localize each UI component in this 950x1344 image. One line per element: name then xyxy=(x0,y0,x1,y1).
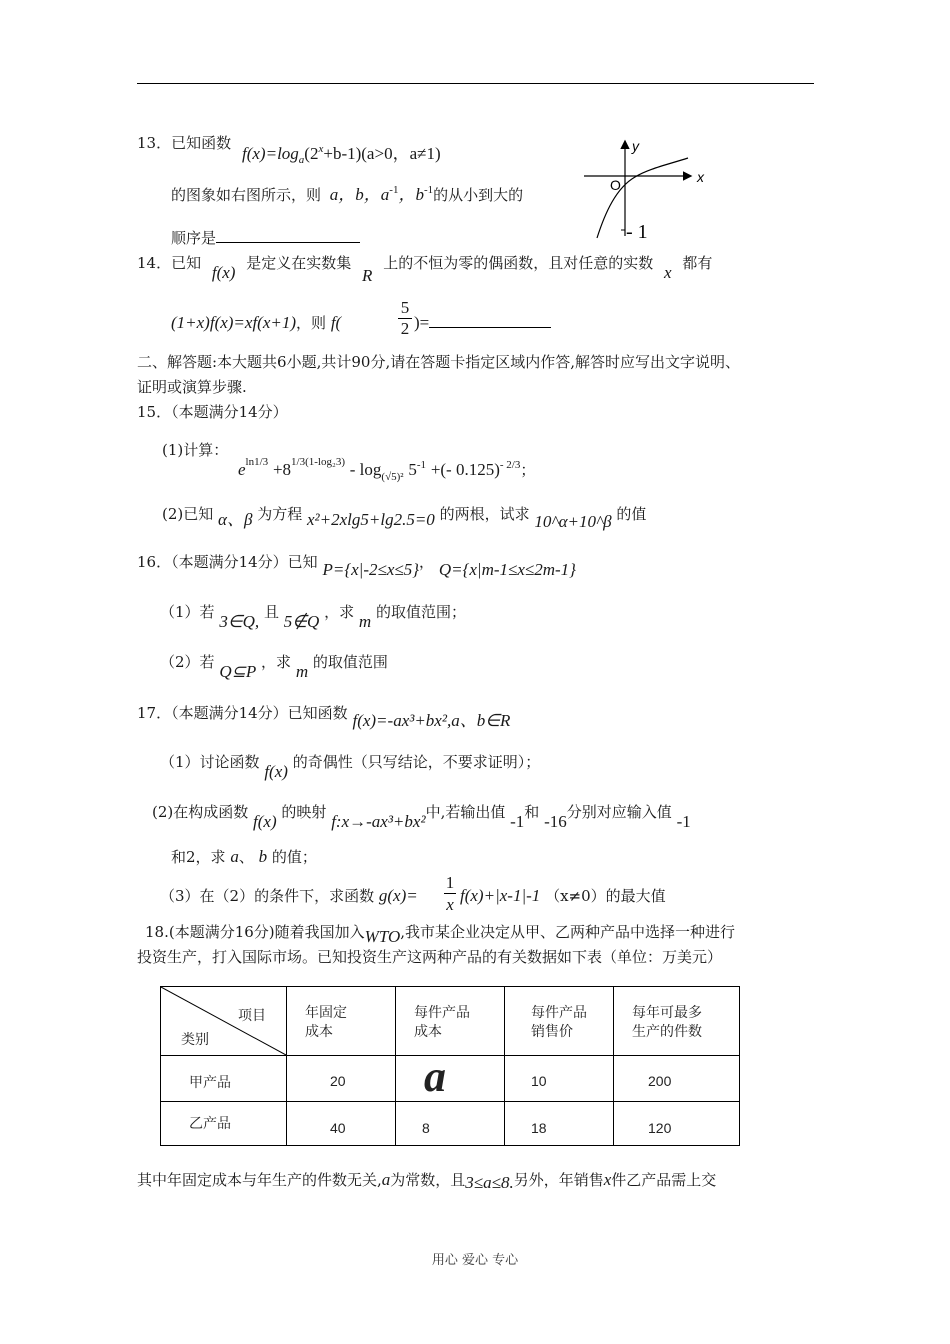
q14-end: )= xyxy=(414,313,551,333)
table-cell: 8 xyxy=(396,1102,505,1146)
header-cell: 每年可最多 生产的件数 xyxy=(614,987,740,1056)
intercept-label: - 1 xyxy=(626,221,648,243)
diagonal-line xyxy=(161,987,286,1055)
table-cell: 200 xyxy=(614,1056,740,1102)
row-name: 甲产品 xyxy=(161,1056,287,1102)
section2-line2: 证明或演算步骤. xyxy=(137,378,247,396)
table-row xyxy=(161,1056,740,1102)
table-cell: 18 xyxy=(505,1102,614,1146)
answer-blank xyxy=(429,313,551,328)
product-table xyxy=(160,986,740,1146)
q17-p2-line1: (2)在构成函数 f(x) 的映射 f:x→-ax³+bx²中,若输出值 -1和 -16分别对应输入值 -1 xyxy=(152,803,691,831)
q13-function: $f(x)=\log_a(2^x+b-1)(a>0$，a≠1) xyxy=(242,143,441,166)
q15-p2: (2)已知 α、β 为方程 x²+2xlg5+lg2.5=0 的两根，试求 10^α+10^β 的值 xyxy=(162,505,647,531)
q16-p1: （1）若 3∈Q, 且 5∉Q ，求 m 的取值范围； xyxy=(160,603,466,631)
origin-label: O xyxy=(610,177,621,193)
q13-graph xyxy=(580,138,710,246)
header-rule xyxy=(137,83,814,84)
table-header-row xyxy=(161,987,740,1056)
q16-p2: （2）若 Q⊆P ，求 m 的取值范围 xyxy=(160,653,388,681)
q14-line2: (1+x)f(x)=xf(x+1)，则 f( xyxy=(171,313,342,332)
row-name: 乙产品 xyxy=(161,1102,287,1146)
header-cell: 年固定 成本 xyxy=(287,987,396,1056)
q15-p1-expression: $e^{ln1/3} +8^{1/3(1-log_23)} - \log_{(√5)^2} 5^{-1}$ +(- 0.125)$^{- 2/3}$； xyxy=(238,456,536,483)
q14-fraction: 5 2 xyxy=(398,298,412,339)
table-row xyxy=(161,1102,740,1146)
q18-line1: 18.(本题满分16分)随着我国加入WTO,我市某企业决定从甲、乙两种产品中选择一种进行 xyxy=(145,923,736,946)
answer-blank xyxy=(216,228,360,243)
header-cell: 每件产品 销售价 xyxy=(505,987,614,1056)
q15-title: 15．（本题满分14分） xyxy=(137,403,288,421)
table-cell: 40 xyxy=(287,1102,396,1146)
q13-line3: 顺序是 xyxy=(171,228,360,248)
q17-p2-line2: 和2，求 a、 b 的值； xyxy=(171,847,317,866)
q15-p1-label: (1)计算： xyxy=(162,441,229,459)
q18-line2: 投资生产，打入国际市场。已知投资生产这两种产品的有关数据如下表（单位：万美元） xyxy=(137,948,723,966)
table-cell: 10 xyxy=(505,1056,614,1102)
q17-title: 17．（本题满分14分）已知函数 f(x)=-ax³+bx²,a、b∈R xyxy=(137,704,511,730)
q17-p3: （3）在（2）的条件下，求函数 g(x)= xyxy=(160,886,418,905)
table-cell: 20 xyxy=(287,1056,396,1102)
corner-cell: 项目 类别 xyxy=(161,987,287,1056)
q16-title: 16．（本题满分14分）已知 P={x|-2≤x≤5}， Q={x|m-1≤x≤2m-1} xyxy=(137,553,576,579)
page-footer: 用心 爱心 专心 xyxy=(431,1253,519,1268)
q13-line2: 的图象如右图所示，则 a，b，$a^{-1}$，$b^{-1}$的从小到大的 xyxy=(171,184,524,204)
table-cell: 120 xyxy=(614,1102,740,1146)
table-cell: a xyxy=(396,1056,505,1102)
header-cell: 每件产品 成本 xyxy=(396,987,505,1056)
q13-label: 13．已知函数 xyxy=(137,134,232,152)
section2-line1: 二、解答题:本大题共6小题,共计90分,请在答题卡指定区域内作答,解答时应写出文字说明、 xyxy=(137,353,740,371)
q18-after-table: 其中年固定成本与年生产的件数无关,a为常数，且3≤a≤8.另外，年销售x件乙产品需上交 xyxy=(137,1170,717,1192)
q14-line1: 14．已知 f(x) 是定义在实数集 R 上的不恒为零的偶函数，且对任意的实数 x 都有 xyxy=(137,254,713,285)
y-label: y xyxy=(632,138,639,154)
q17-p3-rest: f(x)+|x-1|-1 （x≠0）的最大值 xyxy=(460,886,666,905)
q17-p3-fraction: 1 x xyxy=(445,873,455,914)
q17-p1: （1）讨论函数 f(x) 的奇偶性（只写结论，不要求证明）； xyxy=(160,753,541,781)
x-label: x xyxy=(697,169,704,185)
